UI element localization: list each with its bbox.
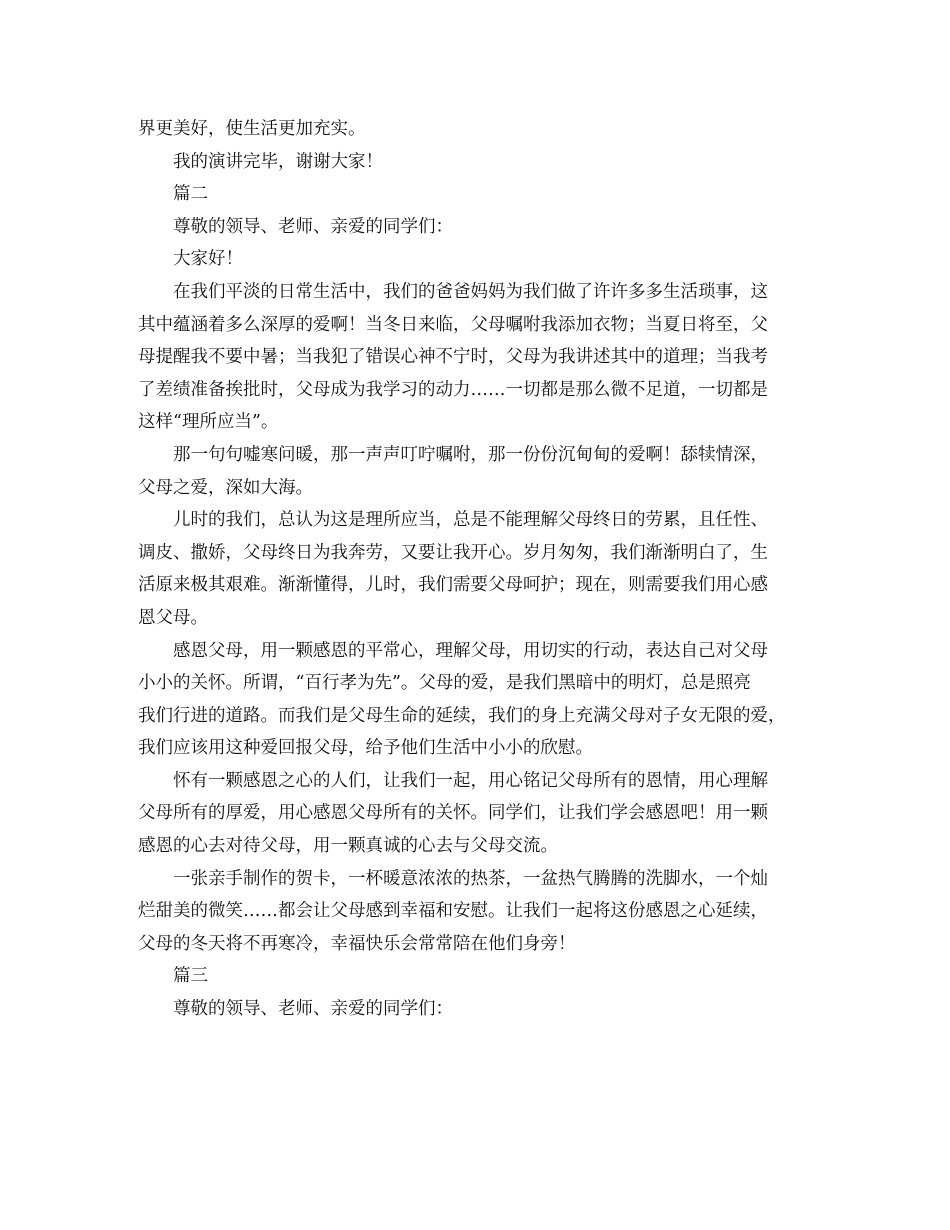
closing-remark: 我的演讲完毕，谢谢大家！ [173, 151, 383, 172]
text-line: 了差绩准备挨批时，父母成为我学习的动力……一切都是那么微不足道，一切都是 [138, 379, 768, 400]
text-line: 在我们平淡的日常生活中，我们的爸爸妈妈为我们做了许许多多生活琐事，这 [173, 281, 768, 302]
text-line: 我们行进的道路。而我们是父母生命的延续，我们的身上充满父母对子女无限的爱， [138, 705, 786, 726]
document-page [138, 113, 820, 1026]
text-line: 小小的关怀。所谓，“百行孝为先”。父母的爱，是我们黑暗中的明灯，总是照亮 [138, 673, 751, 694]
salutation: 尊敬的领导、老师、亲爱的同学们： [173, 999, 453, 1020]
greeting: 大家好！ [173, 249, 243, 270]
text-line: 一张亲手制作的贺卡，一杯暖意浓浓的热茶，一盆热气腾腾的洗脚水，一个灿 [173, 868, 768, 889]
text-line: 这样“理所应当”。 [138, 412, 279, 433]
section-heading: 篇二 [173, 184, 208, 205]
text-line: 调皮、撒娇，父母终日为我奔劳，又要让我开心。岁月匆匆，我们渐渐明白了，生 [138, 542, 768, 563]
text-line: 烂甜美的微笑……都会让父母感到幸福和安慰。让我们一起将这份感恩之心延续， [138, 901, 768, 922]
text-line: 父母之爱，深如大海。 [138, 477, 313, 498]
text-line: 界更美好，使生活更加充实。 [138, 119, 366, 139]
text-line: 活原来极其艰难。渐渐懂得，儿时，我们需要父母呵护；现在，则需要我们用心感 [138, 575, 768, 596]
text-line: 父母的冬天将不再寒冷，幸福快乐会常常陪在他们身旁！ [138, 933, 576, 954]
text-line: 儿时的我们，总认为这是理所应当，总是不能理解父母终日的劳累，且任性、 [173, 510, 768, 531]
text-line: 我们应该用这种爱回报父母，给予他们生活中小小的欣慰。 [138, 738, 593, 759]
text-line: 父母所有的厚爱，用心感恩父母所有的关怀。同学们，让我们学会感恩吧！用一颗 [138, 803, 768, 824]
text-line: 感恩的心去对待父母，用一颗真诚的心去与父母交流。 [138, 836, 558, 857]
text-line: 恩父母。 [138, 607, 208, 628]
text-line: 感恩父母，用一颗感恩的平常心，理解父母，用切实的行动，表达自己对父母 [173, 640, 768, 661]
text-line: 母提醒我不要中暑；当我犯了错误心神不宁时，父母为我讲述其中的道理；当我考 [138, 347, 768, 368]
salutation: 尊敬的领导、老师、亲爱的同学们： [173, 216, 453, 237]
text-line: 那一句句嘘寒问暖，那一声声叮咛嘱咐，那一份份沉甸甸的爱啊！舔犊情深， [173, 444, 768, 465]
text-line: 其中蕴涵着多么深厚的爱啊！当冬日来临，父母嘱咐我添加衣物；当夏日将至，父 [138, 314, 768, 335]
text-line: 怀有一颗感恩之心的人们，让我们一起，用心铭记父母所有的恩情，用心理解 [173, 770, 768, 791]
section-heading: 篇三 [173, 966, 208, 987]
